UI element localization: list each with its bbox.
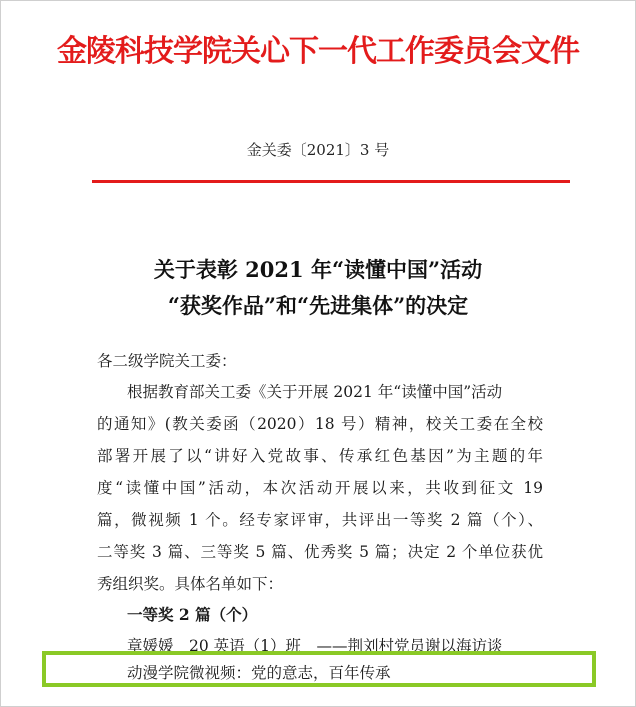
body-line: 秀组织奖。具体名单如下： [97, 575, 284, 593]
body-line: 根据教育部关工委《关于开展 2021 年“读懂中国”活动 [127, 383, 503, 401]
body-line: 二等奖 3 篇、三等奖 5 篇、优秀奖 5 篇；决定 2 个单位获优 [97, 543, 543, 561]
award-entry: 章媛媛 20 英语（1）班 ——荆刘村党员谢以海访谈 [127, 637, 503, 655]
title-line-1: 关于表彰 2021 年“读懂中国”活动 [153, 257, 483, 282]
red-divider [92, 180, 570, 183]
document-number: 金关委〔2021〕3 号 [246, 141, 390, 159]
highlight-box [42, 651, 596, 687]
body-line: 的通知》(教关委函（2020）18 号）精神，校关工委在全校 [97, 415, 543, 433]
body-line: 篇，微视频 1 个。经专家评审，共评出一等奖 2 篇（个）、 [97, 511, 543, 529]
body-line: 部署开展了以“讲好入党故事、传承红色基因”为主题的年 [97, 447, 543, 465]
title-line-2: “获奖作品”和“先进集体”的决定 [167, 293, 469, 318]
body-line: 度“读懂中国”活动，本次活动开展以来，共收到征文 19 [97, 479, 543, 497]
award-entry: 动漫学院微视频：党的意志，百年传承 [127, 664, 391, 682]
section-heading: 一等奖 2 篇（个） [127, 605, 258, 624]
salutation: 各二级学院关工委： [97, 352, 237, 370]
document-header: 金陵科技学院关心下一代工作委员会文件 [57, 34, 579, 69]
